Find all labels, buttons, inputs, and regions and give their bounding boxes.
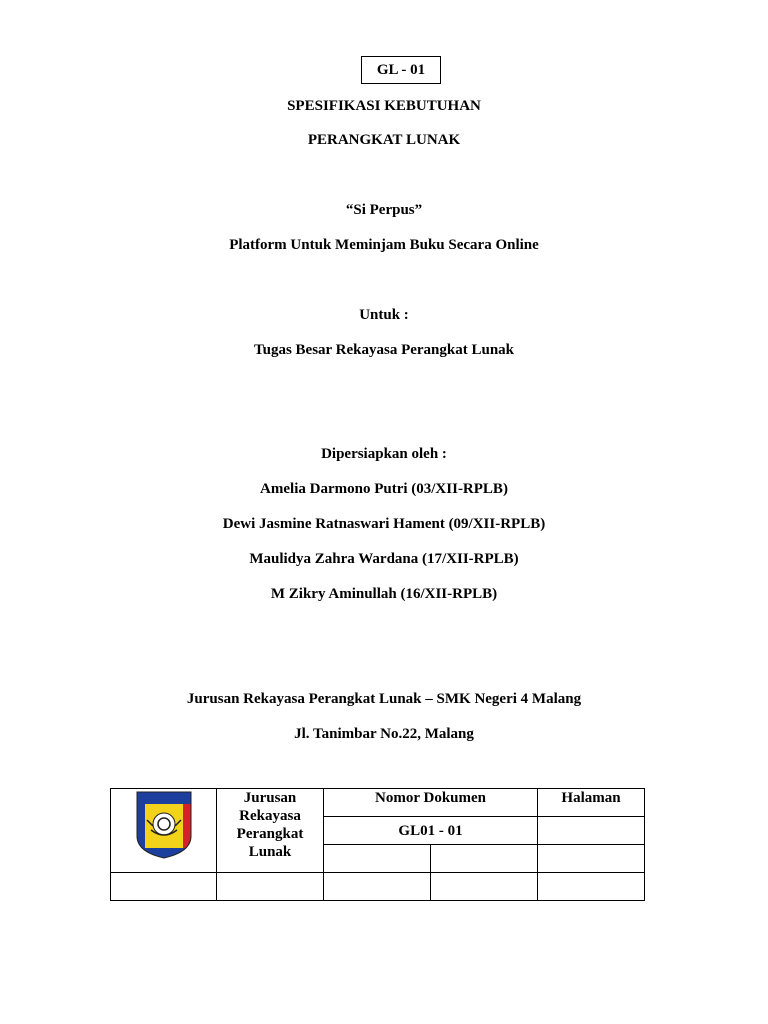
document-control-table	[110, 788, 645, 901]
for-label: Untuk :	[359, 307, 409, 323]
app-name: “Si Perpus”	[345, 202, 423, 218]
doc-number-value: GL01 - 01	[324, 817, 538, 845]
empty-cell	[431, 873, 538, 901]
department-cell	[217, 789, 324, 873]
app-tagline: Platform Untuk Meminjam Buku Secara Online	[229, 237, 539, 253]
empty-cell	[538, 873, 645, 901]
empty-cell	[111, 873, 217, 901]
document-code-box: GL - 01	[361, 56, 441, 84]
address: Jl. Tanimbar No.22, Malang	[294, 726, 474, 742]
author-2: Dewi Jasmine Ratnaswari Hament (09/XII-RPLB)	[222, 516, 546, 532]
department-line: Jurusan	[243, 790, 297, 806]
author-3: Maulidya Zahra Wardana (17/XII-RPLB)	[249, 551, 519, 567]
empty-cell	[324, 873, 431, 901]
title-line-1: SPESIFIKASI KEBUTUHAN	[287, 98, 481, 114]
page-header: Halaman	[538, 789, 645, 817]
department-line: Rekayasa	[239, 808, 301, 824]
for-value: Tugas Besar Rekayasa Perangkat Lunak	[253, 342, 515, 358]
author-4: M Zikry Aminullah (16/XII-RPLB)	[270, 586, 498, 602]
department-line: Lunak	[248, 844, 292, 860]
institution: Jurusan Rekayasa Perangkat Lunak – SMK Negeri 4 Malang	[186, 691, 582, 707]
page-value	[538, 817, 645, 845]
author-1: Amelia Darmono Putri (03/XII-RPLB)	[260, 481, 508, 497]
school-emblem-icon	[129, 789, 199, 860]
doc-number-header: Nomor Dokumen	[324, 789, 538, 817]
department-line: Perangkat	[236, 826, 304, 842]
prepared-by-label: Dipersiapkan oleh :	[321, 446, 447, 462]
title-line-2: PERANGKAT LUNAK	[307, 132, 461, 148]
empty-cell	[217, 873, 324, 901]
logo-cell	[111, 789, 217, 873]
empty-cell	[324, 845, 431, 873]
empty-cell	[431, 845, 538, 873]
empty-cell	[538, 845, 645, 873]
